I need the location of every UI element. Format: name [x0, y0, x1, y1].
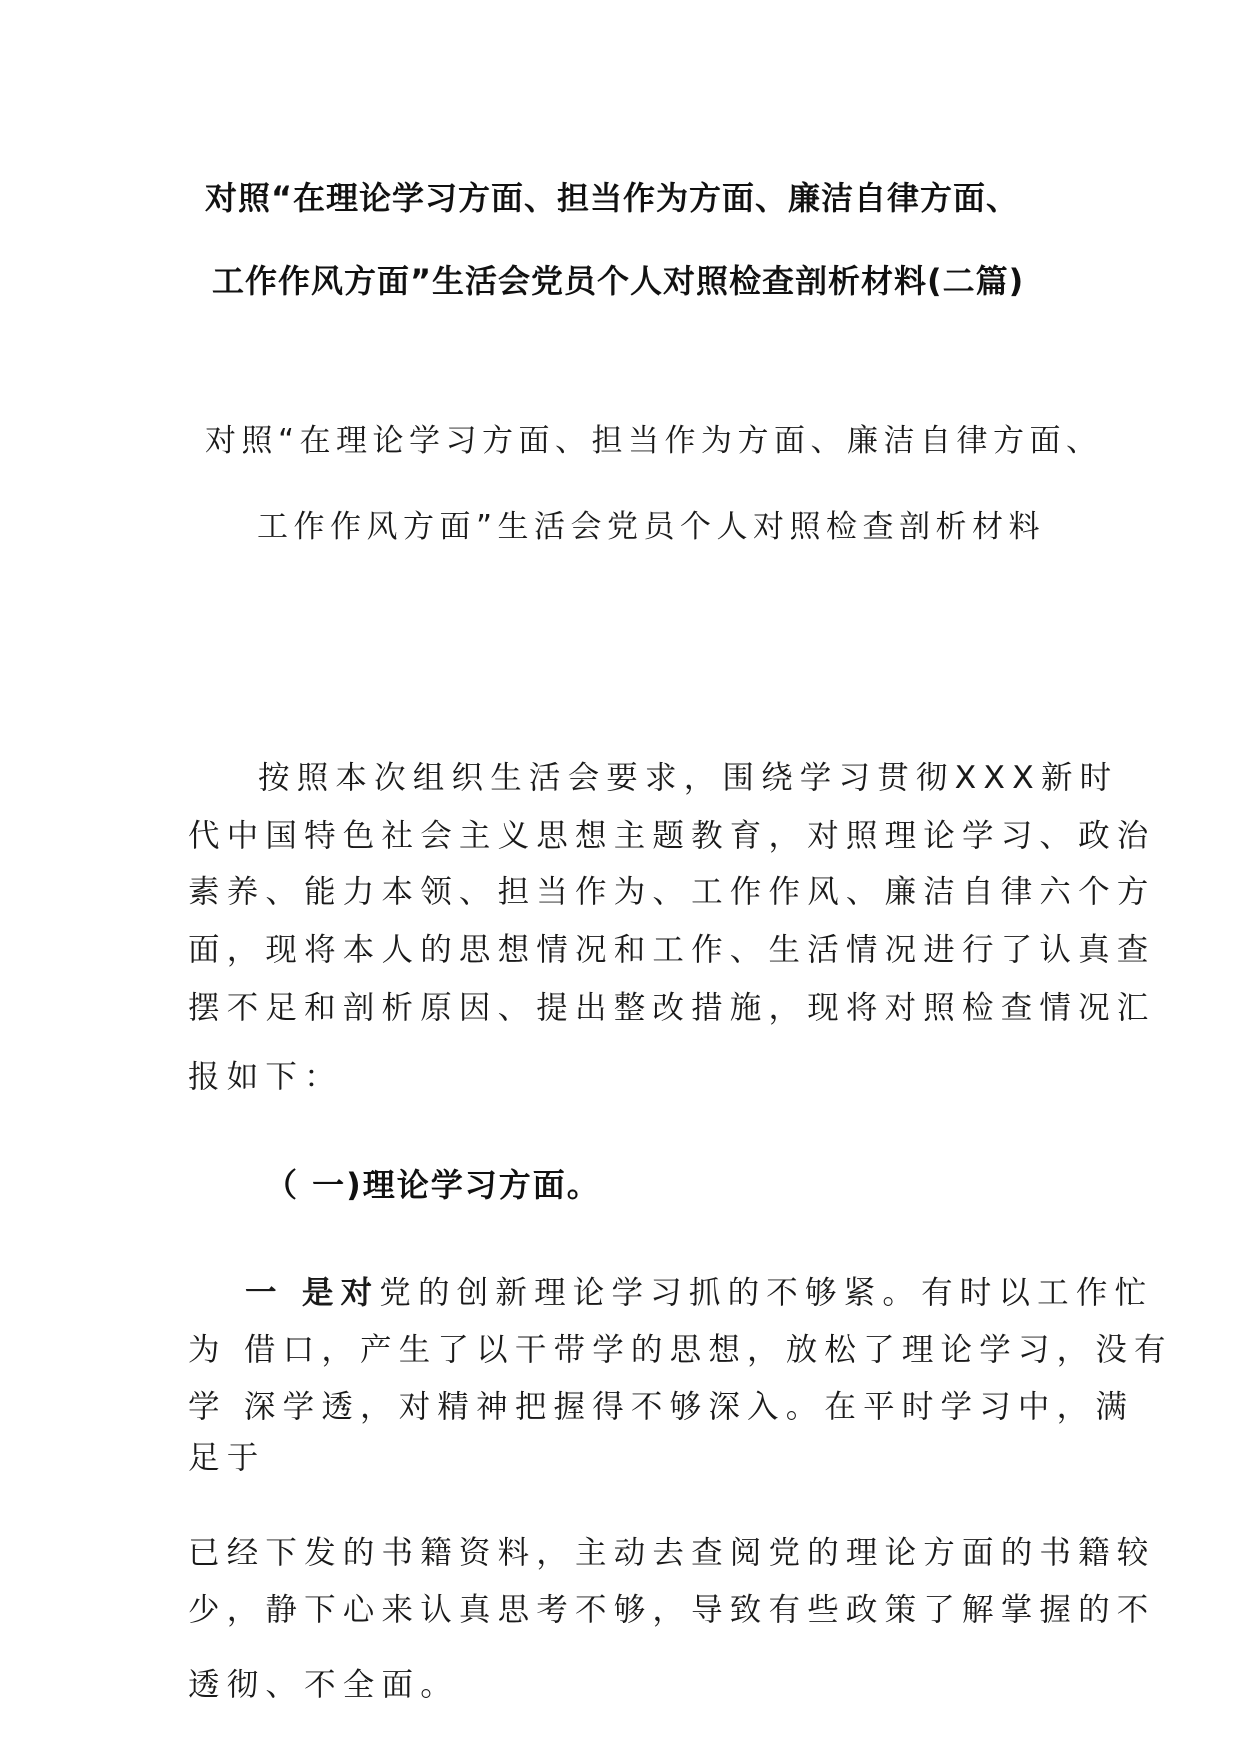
- point1-line-1: [245, 1268, 1153, 1313]
- point1-line-6: 少，静下心来认真思考不够，导致有些政策了解掌握的不: [188, 1592, 1156, 1628]
- intro-line-4: 面，现将本人的思想情况和工作、生活情况进行了认真查: [188, 932, 1156, 968]
- document-title-line-2: 工作作风方面”生活会党员个人对照检查剖析材料(二篇): [212, 262, 1025, 300]
- point1-line-4: 足于: [188, 1440, 266, 1476]
- document-subtitle-line-1: 对照“在理论学习方面、担当作为方面、廉洁自律方面、: [205, 423, 1103, 459]
- point1-line-1-text: 党的创新理论学习抓的不够紧。有时以工作忙: [379, 1275, 1154, 1311]
- point1-lead: 一 是对: [245, 1275, 380, 1311]
- document-title-line-1: 对照“在理论学习方面、担当作为方面、廉洁自律方面、: [205, 179, 1020, 217]
- point1-line-2: 为 借口，产生了以干带学的思想，放松了理论学习，没有: [188, 1332, 1173, 1368]
- intro-line-1: 按照本次组织生活会要求，围绕学习贯彻XXX新时: [258, 760, 1119, 796]
- point1-line-7: 透彻、不全面。: [188, 1667, 459, 1703]
- point1-line-3: 学 深学透，对精神把握得不够深入。在平时学习中，满: [188, 1389, 1135, 1425]
- intro-line-2: 代中国特色社会主义思想主题教育，对照理论学习、政治: [188, 818, 1156, 854]
- intro-line-5: 摆不足和剖析原因、提出整改措施，现将对照检查情况汇: [188, 990, 1156, 1026]
- intro-line-3: 素养、能力本领、担当作为、工作作风、廉洁自律六个方: [188, 874, 1156, 910]
- section-heading: （ 一)理论学习方面。: [265, 1166, 601, 1204]
- document-subtitle-line-2: 工作作风方面”生活会党员个人对照检查剖析材料: [257, 509, 1046, 545]
- point1-line-5: 已经下发的书籍资料，主动去查阅党的理论方面的书籍较: [188, 1535, 1156, 1571]
- intro-line-6: 报如下：: [188, 1059, 343, 1095]
